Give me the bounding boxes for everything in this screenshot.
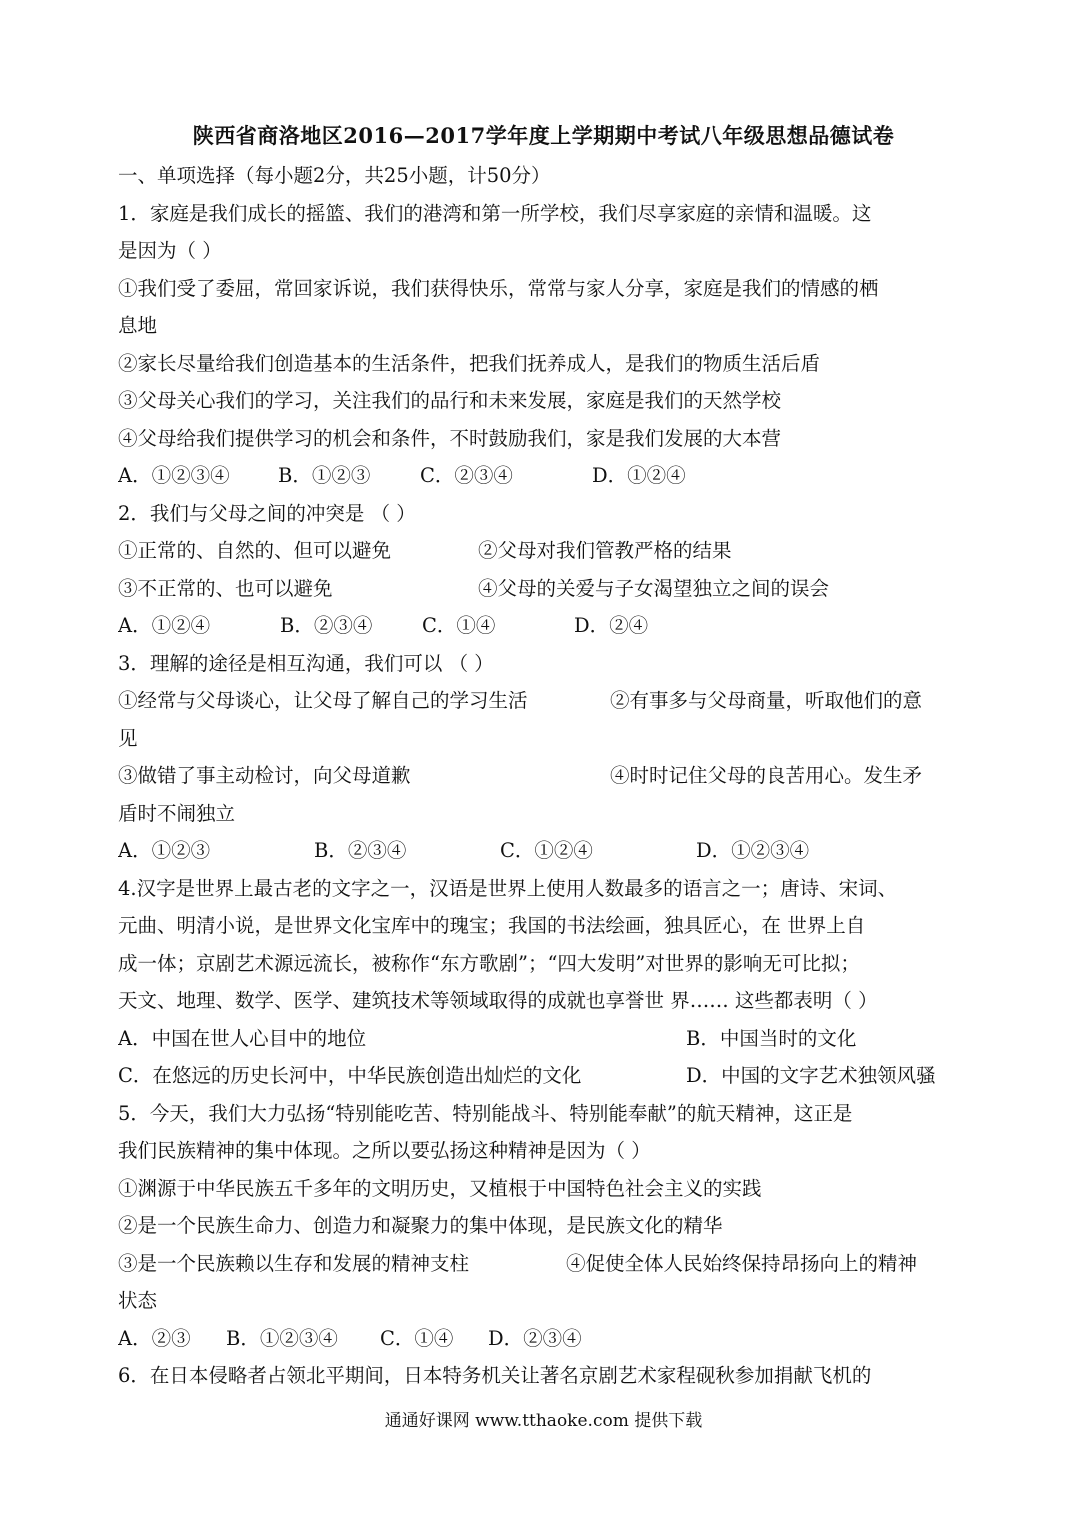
option-text: D．②③④ — [488, 1326, 582, 1350]
option-text: D．①②④ — [592, 464, 686, 487]
option-text: C．在悠远的历史长河中，中华民族创造出灿烂的文化 — [118, 1064, 582, 1087]
option-text: ②有事多与父母商量，听取他们的意 — [610, 689, 923, 712]
option-text: A．①②④ — [118, 614, 211, 637]
text-line: 5．今天，我们大力弘扬“特别能吃苦、特别能战斗、特别能奉献”的航天精神，这正是 — [118, 1101, 853, 1125]
option-text: A．②③ — [118, 1326, 191, 1350]
option-text: D．②④ — [574, 614, 649, 637]
option-text: ②父母对我们管教严格的结果 — [478, 539, 732, 562]
text-line: 1．家庭是我们成长的摇篮、我们的港湾和第一所学校，我们尽享家庭的亲情和温暖。这 — [118, 201, 872, 225]
option-text: C．①④ — [422, 614, 496, 637]
text-line: 一、单项选择（每小题2分，共25小题，计50分） — [118, 164, 551, 187]
text-line: 盾时不闹独立 — [118, 801, 236, 825]
option-row — [118, 1057, 970, 1095]
text-line: ②家长尽量给我们创造基本的生活条件，把我们抚养成人，是我们的物质生活后盾 — [118, 351, 821, 375]
text-line: 2．我们与父母之间的冲突是 （ ） — [118, 501, 416, 525]
option-text: B．②③④ — [314, 839, 407, 862]
option-text: ①正常的、自然的、但可以避免 — [118, 539, 392, 562]
option-text: A．①②③ — [118, 839, 211, 862]
option-text: A．中国在世人心目中的地位 — [118, 1026, 367, 1050]
option-text: ③做错了事主动检讨，向父母道歉 — [118, 764, 411, 787]
text-line: 状态 — [118, 1289, 158, 1312]
text-line: ④父母给我们提供学习的机会和条件，不时鼓励我们，家是我们发展的大本营 — [118, 426, 782, 450]
exam-content — [118, 157, 970, 1395]
option-text: ④促使全体人民始终保持昂扬向上的精神 — [566, 1251, 918, 1275]
option-text: C．①④ — [380, 1326, 454, 1350]
option-text: C．①②④ — [500, 839, 593, 862]
option-text: ①经常与父母谈心，让父母了解自己的学习生活 — [118, 689, 528, 712]
option-row — [118, 832, 970, 870]
option-row — [118, 1020, 970, 1058]
text-line: ②是一个民族生命力、创造力和凝聚力的集中体现，是民族文化的精华 — [118, 1214, 723, 1237]
option-row — [118, 570, 970, 608]
option-text: ④父母的关爱与子女渴望独立之间的误会 — [478, 576, 830, 600]
text-line: 成一体；京剧艺术源远流长，被称作“东方歌剧”；“四大发明”对世界的影响无可比拟； — [118, 951, 860, 975]
option-text: B．中国当时的文化 — [686, 1026, 857, 1050]
text-line: 天文、地理、数学、医学、建筑技术等领域取得的成就也享誉世 界…… 这些都表明（ ） — [118, 989, 878, 1012]
option-text: A．①②③④ — [118, 464, 230, 487]
option-text: B．①②③ — [278, 464, 371, 487]
option-row — [118, 532, 970, 570]
option-row — [118, 682, 970, 720]
text-line: ①我们受了委屈，常回家诉说，我们获得快乐，常常与家人分享，家庭是我们的情感的栖 — [118, 276, 879, 300]
text-line: 息地 — [118, 314, 158, 337]
text-line: 3．理解的途径是相互沟通，我们可以 （ ） — [118, 651, 494, 675]
text-line: 是因为（ ） — [118, 239, 222, 262]
text-line: 见 — [118, 726, 138, 750]
option-text: B．②③④ — [280, 614, 373, 637]
option-text: ④时时记住父母的良苦用心。发生矛 — [610, 764, 923, 787]
option-text: ③不正常的、也可以避免 — [118, 576, 333, 600]
exam-title: 陕西省商洛地区2016—2017学年度上学期期中考试八年级思想品德试卷 — [192, 123, 895, 148]
option-row — [118, 757, 970, 795]
text-line: ③父母关心我们的学习，关注我们的品行和未来发展，家庭是我们的天然学校 — [118, 389, 782, 412]
text-line: 我们民族精神的集中体现。之所以要弘扬这种精神是因为（ ） — [118, 1139, 651, 1162]
option-text: B．①②③④ — [226, 1326, 338, 1350]
option-text: C．②③④ — [420, 464, 513, 487]
option-row — [118, 457, 970, 495]
option-text: D．中国的文字艺术独领风骚 — [686, 1064, 936, 1087]
text-line: ①渊源于中华民族五千多年的文明历史，又植根于中国特色社会主义的实践 — [118, 1176, 762, 1200]
option-text: ③是一个民族赖以生存和发展的精神支柱 — [118, 1251, 470, 1275]
option-row — [118, 1245, 970, 1283]
text-line: 6．在日本侵略者占领北平期间，日本特务机关让著名京剧艺术家程砚秋参加捐献飞机的 — [118, 1364, 872, 1387]
text-line: 元曲、明清小说，是世界文化宝库中的瑰宝；我国的书法绘画，独具匠心，在 世界上自 — [118, 914, 866, 937]
option-text: D．①②③④ — [696, 839, 810, 862]
option-row — [118, 1320, 970, 1358]
footer-text: 通通好课网 www.tthaoke.com 提供下载 — [384, 1411, 703, 1431]
text-line: 4.汉字是世界上最古老的文字之一，汉语是世界上使用人数最多的语言之一；唐诗、宋词、 — [118, 876, 898, 900]
option-row — [118, 607, 970, 645]
